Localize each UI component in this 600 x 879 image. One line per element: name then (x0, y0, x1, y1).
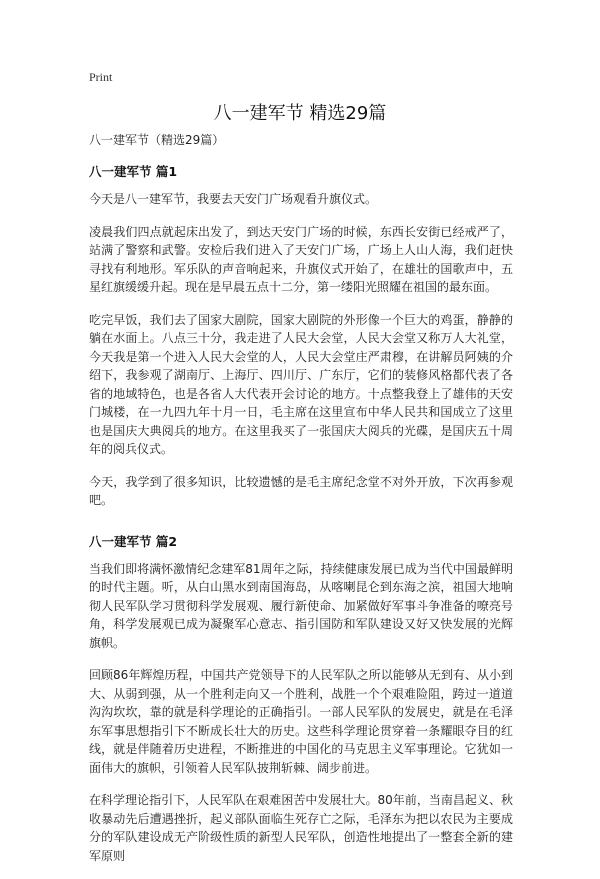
article-subtitle: 八一建军节（精选29篇） (89, 133, 225, 147)
paragraph: 回顾86年辉煌历程，中国共产党领导下的人民军队之所以能够从无到有、从小到大、从弱到强，从一个胜利走向又一个胜利，战胜一个个艰难险阻，跨过一道道沟沟坎坎，靠的就是科学理论的正确指引。一部人民军队的发展史，就是在毛泽东军事思想指引下不断成长壮大的历史。这些科学理论贯穿着一条耀眼夺目的红线，就是伴随着历史进程，不断推进的中国化的马克思主义军事理论。它犹如一面伟大的旗帜，引领着人民军队披荆斩棘、阔步前进。 (89, 668, 513, 775)
section-1 (89, 162, 513, 510)
paragraph: 凌晨我们四点就起床出发了，到达天安门广场的时候，东西长安街已经戒严了，站满了警察和武警。安检后我们进入了天安门广场，广场上人山人海，我们赶快寻找有利地形。军乐队的声音响起来，升旗仪式开始了，在雄壮的国歌声中，五星红旗缓缓升起。现在是早晨五点十二分，第一缕阳光照耀在祖国的最东面。 (89, 224, 513, 294)
paragraph: 今天是八一建军节，我要去天安门广场观看升旗仪式。 (89, 192, 378, 206)
document-title: 八一建军节 精选29篇 (213, 103, 387, 124)
article-body (89, 131, 513, 879)
section-heading: 八一建军节 篇1 (89, 164, 178, 179)
section-heading: 八一建军节 篇2 (89, 533, 178, 549)
paragraph: 当我们即将满怀激情纪念建军81周年之际，持续健康发展已成为当代中国最鲜明的时代主题。听，从白山黑水到南国海岛，从喀喇昆仑到东海之滨，祖国大地响彻人民军队学习贯彻科学发展观、履行新使命、加紧做好军事斗争准备的嘹亮号角，科学发展观已成为凝聚军心意志、指引国防和军队建设又好又快发展的光辉旗帜。 (89, 561, 513, 650)
paragraph: 今天，我学到了很多知识，比较遗憾的是毛主席纪念堂不对外开放，下次再参观吧。 (89, 474, 513, 507)
print-link[interactable]: Print (89, 70, 113, 84)
paragraph: 在科学理论指引下，人民军队在艰难困苦中发展壮大。80年前，当南昌起义、秋收暴动先后遭遇挫折，起义部队面临生死存亡之际，毛泽东为把以农民为主要成分的军队建设成无产阶级性质的新型人民军队，创造性地提出了一整套全新的建军原则 (89, 793, 513, 863)
paragraph: 吃完早饭，我们去了国家大剧院，国家大剧院的外形像一个巨大的鸡蛋，静静的躺在水面上。八点三十分，我走进了人民大会堂，人民大会堂又称万人大礼堂，今天我是第一个进入人民大会堂的人，人民大会堂庄严肃穆，在讲解员阿姨的介绍下，我参观了湖南厅、上海厅、四川厅、广东厅，它们的装修风格都代表了各省的地域特色，也是各省人大代表开会讨论的地方。十点整我登上了雄伟的天安门城楼，在一九四九年十月一日，毛主席在这里宣布中华人民共和国成立了这里也是国庆大典阅兵的地方。在这里我买了一张国庆大阅兵的光碟，是国庆五十周年的阅兵仪式。 (89, 312, 513, 456)
section-2 (89, 532, 513, 866)
